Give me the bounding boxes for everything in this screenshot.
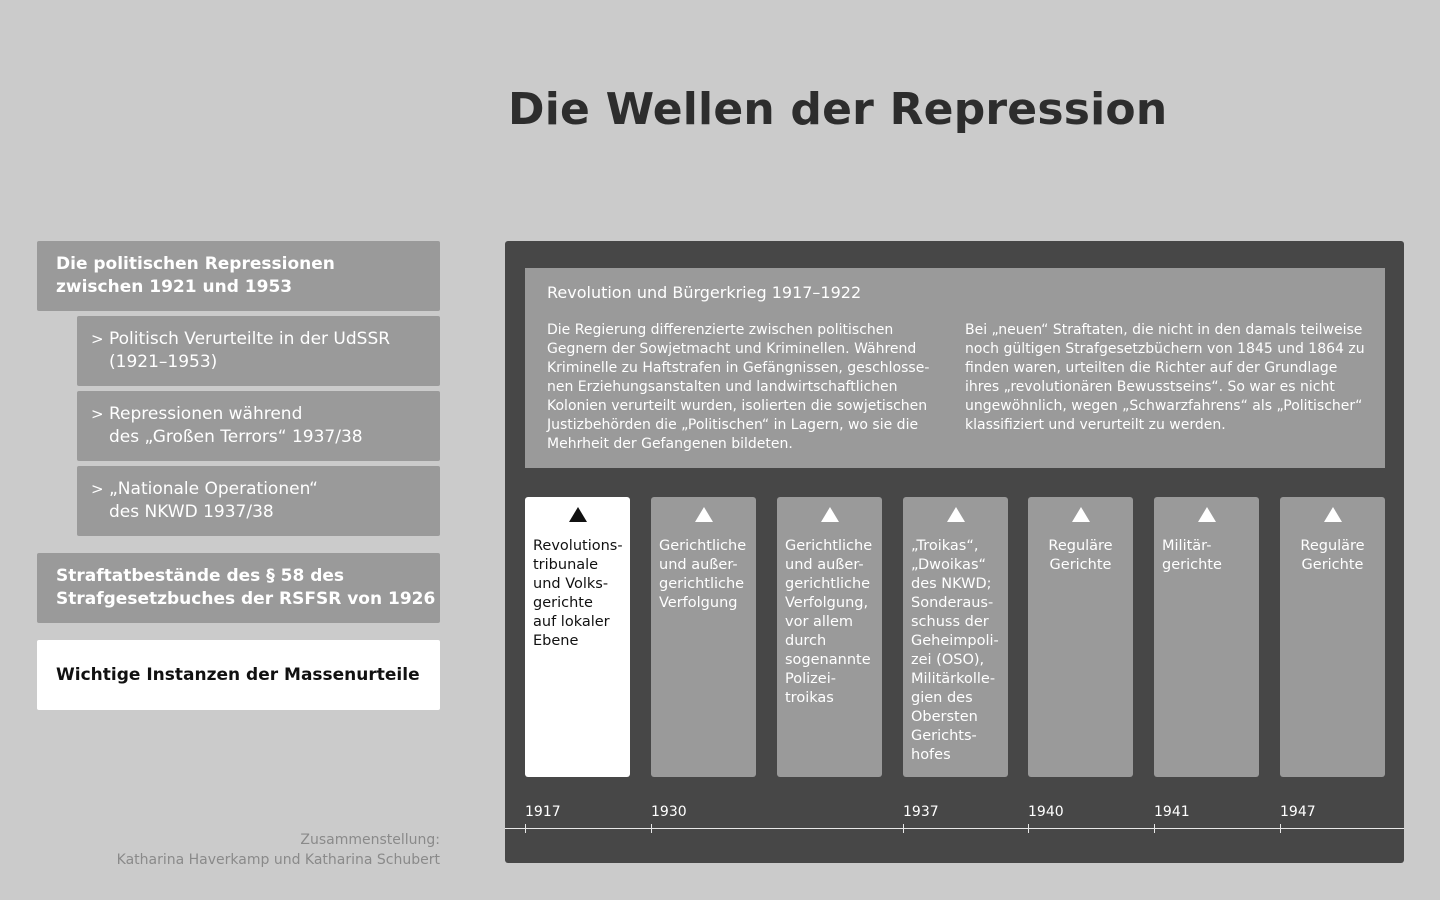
instance-card-text [1284, 537, 1381, 575]
instance-card-line: Verfolgung [659, 595, 738, 611]
timeline-year-label: 1937 [903, 804, 939, 820]
nav-item-label: Strafgesetzbuches der RSFSR von 1926 [56, 589, 436, 609]
timeline-tick [1154, 824, 1155, 833]
instance-card-line: schuss der [911, 614, 989, 630]
timeline-tick [1028, 824, 1029, 833]
timeline-tick [525, 824, 526, 833]
instance-card-line: Verfolgung, [785, 595, 869, 611]
instance-card-line: Militärkolle- [911, 671, 996, 687]
timeline-tick [903, 824, 904, 833]
timeline-panel [505, 241, 1404, 863]
instance-card-line: Reguläre [1300, 538, 1365, 554]
chevron-right-icon: > [91, 480, 104, 498]
instance-card-line: Polizei- [785, 671, 836, 687]
instance-card-line: Gerichte [1049, 557, 1112, 573]
instance-card-line: und Volks- [533, 576, 609, 592]
info-title: Revolution und Bürgerkrieg 1917–1922 [547, 283, 862, 302]
instance-card-line: sogenannte [785, 652, 871, 668]
credit [117, 830, 440, 870]
nav-subitem-label: „Nationale Operationen“ [109, 479, 318, 499]
timeline-tick [1280, 824, 1281, 833]
instance-card-text [1162, 537, 1255, 575]
instance-card-line: gerichtliche [659, 576, 745, 592]
instance-card-line: Sonderaus- [911, 595, 994, 611]
instance-card-text [785, 537, 878, 708]
instance-card-line: Gerichtliche [785, 538, 873, 554]
instance-card-line: Revolutions- [533, 538, 623, 554]
nav-item-straftatbestaende[interactable] [37, 553, 440, 623]
info-line: finden waren, urteilten die Richter auf der Grundlage [965, 360, 1338, 376]
nav-item-label: Die politischen Repressionen [56, 254, 335, 274]
info-line: Justizbehörden die „Politischen“ in Lagern, wo sie die [547, 417, 919, 433]
info-line: Bei „neuen“ Straftaten, die nicht in den damals teilweise [965, 322, 1363, 338]
info-line: Kolonien verurteilt wurden, isolierten die sowjetischen [547, 398, 928, 414]
nav-item-wichtige-instanzen[interactable] [37, 640, 440, 710]
instance-card-line: Reguläre [1048, 538, 1113, 554]
triangle-up-icon [1324, 507, 1342, 522]
info-line: ungewöhnlich, wegen „Schwarzfahrens“ als „Politischer“ [965, 398, 1363, 414]
instance-card-line: durch [785, 633, 827, 649]
nav-subitem-politisch-verurteilte[interactable] [77, 316, 440, 386]
info-line: klassifiziert und verurteilt zu werden. [965, 417, 1226, 433]
page-title: Die Wellen der Repression [508, 84, 1168, 135]
instance-card-line: tribunale [533, 557, 599, 573]
info-line: nen Erziehungsanstalten und landwirtschaftlichen [547, 379, 898, 395]
instance-card-line: zei (OSO), [911, 652, 985, 668]
info-line: noch gültigen Strafgesetzbüchern von 1845 und 1864 zu [965, 341, 1365, 357]
info-line: Gegnern der Sowjetmacht und Kriminellen. Während [547, 341, 917, 357]
instance-card-line: troikas [785, 690, 834, 706]
instance-card-line: auf lokaler [533, 614, 610, 630]
instance-card-line: Ebene [533, 633, 579, 649]
chevron-right-icon: > [91, 330, 104, 348]
info-line: Mehrheit der Gefangenen bildeten. [547, 436, 793, 452]
instance-card-line: Gerichte [1301, 557, 1364, 573]
info-line: ihres „revolutionären Bewusstseins“. So war es nicht [965, 379, 1335, 395]
instance-card-line: Gerichts- [911, 728, 977, 744]
instance-card-line: Obersten [911, 709, 978, 725]
instance-card-line: hofes [911, 747, 951, 763]
instance-card-2[interactable] [651, 497, 756, 777]
instance-card-line: „Troikas“, [911, 538, 979, 554]
credit-line: Zusammenstellung: [300, 832, 440, 848]
timeline-year-label: 1947 [1280, 804, 1316, 820]
instance-card-1[interactable] [525, 497, 630, 777]
nav-item-politische-repressionen[interactable] [37, 241, 440, 311]
nav-subitem-label: Politisch Verurteilte in der UdSSR [109, 329, 391, 349]
info-column-right [965, 321, 1365, 435]
nav-subitem-nationale-operationen[interactable] [77, 466, 440, 536]
timeline-axis [505, 828, 1404, 829]
timeline-year-label: 1930 [651, 804, 687, 820]
instance-card-text [659, 537, 752, 613]
instance-card-line: und außer- [785, 557, 864, 573]
nav-subitem-label: (1921–1953) [109, 352, 218, 372]
timeline-year-label: 1917 [525, 804, 561, 820]
instance-card-text [911, 537, 1004, 765]
nav-item-label: Wichtige Instanzen der Massenurteile [56, 664, 420, 685]
instance-card-6[interactable] [1154, 497, 1259, 777]
triangle-up-icon [1072, 507, 1090, 522]
nav-item-label: Straftatbestände des § 58 des [56, 566, 345, 586]
timeline-tick [651, 824, 652, 833]
instance-card-text [1032, 537, 1129, 575]
instance-card-line: und außer- [659, 557, 738, 573]
nav-item-label: zwischen 1921 und 1953 [56, 277, 293, 297]
triangle-up-icon [569, 507, 587, 522]
nav-subitem-label: des NKWD 1937/38 [109, 502, 274, 522]
info-line: Die Regierung differenzierte zwischen politischen [547, 322, 894, 338]
instance-card-5[interactable] [1028, 497, 1133, 777]
triangle-up-icon [821, 507, 839, 522]
info-column-left [547, 321, 929, 454]
instance-card-line: Militär- [1162, 538, 1212, 554]
info-box [525, 268, 1385, 468]
instance-card-line: gerichte [533, 595, 593, 611]
nav-subitem-label: Repressionen während [109, 404, 303, 424]
instance-card-line: vor allem [785, 614, 854, 630]
timeline-year-label: 1940 [1028, 804, 1064, 820]
instance-card-line: „Dwoikas“ [911, 557, 987, 573]
chevron-right-icon: > [91, 405, 104, 423]
instance-card-4[interactable] [903, 497, 1008, 777]
instance-card-line: Gerichtliche [659, 538, 747, 554]
instance-card-7[interactable] [1280, 497, 1385, 777]
credit-line: Katharina Haverkamp und Katharina Schubert [116, 852, 440, 868]
nav-subitem-grosser-terror[interactable] [77, 391, 440, 461]
instance-card-line: des NKWD; [911, 576, 992, 592]
instance-card-line: Geheimpoli- [911, 633, 999, 649]
timeline-year-label: 1941 [1154, 804, 1190, 820]
triangle-up-icon [1198, 507, 1216, 522]
info-line: Kriminelle zu Haftstrafen in Gefängnissen, geschlosse- [547, 360, 930, 376]
nav-subitem-label: des „Großen Terrors“ 1937/38 [109, 427, 363, 447]
instance-card-line: gien des [911, 690, 973, 706]
instance-card-line: gerichte [1162, 557, 1222, 573]
triangle-up-icon [695, 507, 713, 522]
instance-card-line: gerichtliche [785, 576, 871, 592]
instance-card-3[interactable] [777, 497, 882, 777]
instance-card-text [533, 537, 626, 651]
triangle-up-icon [947, 507, 965, 522]
